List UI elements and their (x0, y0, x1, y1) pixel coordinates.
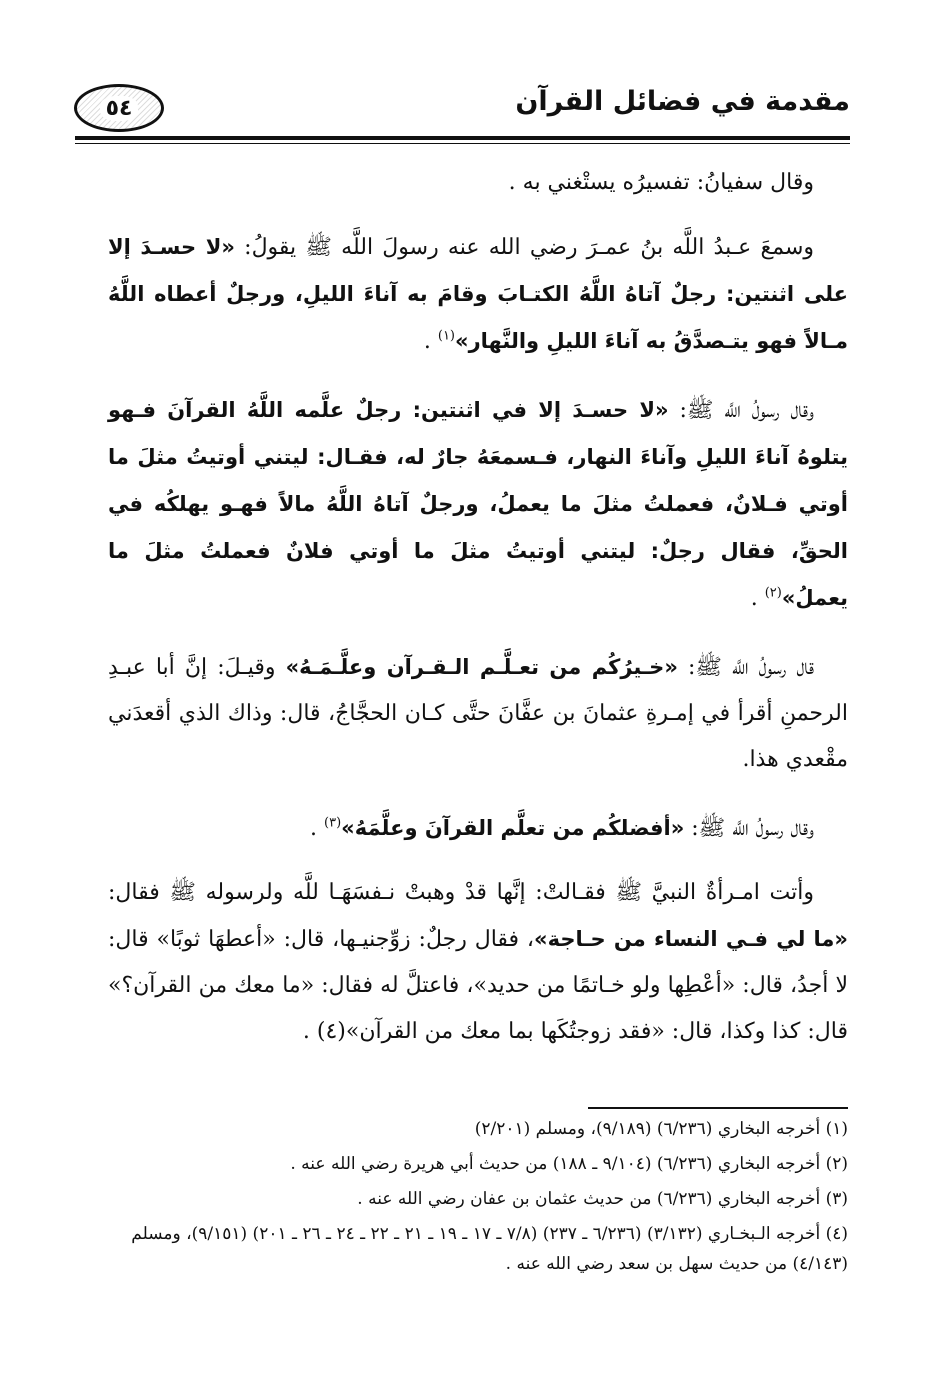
page-number-badge (74, 84, 164, 132)
hadith-quote: «ما لي فـي النساء من حـاجة» (534, 927, 849, 951)
footnote-ref: (٢) (764, 585, 782, 601)
hadith-quote: «لا حسـدَ إلا في اثنتين: رجلٌ علَّمه اللَّهُ القرآنَ فـهو يتلوهُ آناءَ الليلِ وآناءَ النهار، فـسمعَهُ جارٌ له، فقـال: ليتني أوتيتُ مثلَ ما أوتي فـلانٌ، فعملتُ مثلَ ما يعملُ، ورجلٌ آتاهُ اللَّهُ مالاً فهـو يهلكُه في الحقِّ، فقال رجلٌ: ليتني أوتيتُ مثلَ ما أوتي فلانٌ فعملتُ مثلَ ما يعملُ» (108, 398, 848, 610)
footnote: (٢) أخرجه البخاري (٦/٢٣٦) (٩/١٠٤ ـ ١٨٨) من حديث أبي هريرة رضي الله عنه . (290, 1154, 848, 1174)
header-rule-thin (75, 143, 850, 144)
paragraph: وقال رسولُ اللَّه ﷺ: «أفضلكُم من تعلَّم القرآنَ وعلَّمَهُ»$^{(٣)}$ . (310, 815, 814, 841)
footnote-divider (588, 1107, 848, 1109)
page-header (60, 76, 850, 136)
footnote: (١) أخرجه البخاري (٦/٢٣٦) (٩/١٨٩)، ومسلم (٢/٢٠١) (474, 1119, 848, 1139)
hadith-quote: «أفضلكُم من تعلَّم القرآنَ وعلَّمَهُ» (341, 816, 685, 840)
paragraph: وأتت امـرأةٌ النبيَّ ﷺ فقـالتْ: إنَّها قدْ وهبتْ نـفسَهَـا للَّه ولرسوله ﷺ فقال: «ما لي فـي النساء من حـاجة»، فقال رجلٌ: زوِّجنيـها، قال: «أعطهَا ثوبًا» قال: لا أجدُ، قال: «أعْطِها ولو خـاتمًا من حديد»، فاعتلَّ له فقال: «ما معك من القرآن؟» قال: كذا وكذا، قال: «فقد زوجتُكَها بما معك من القرآن»(٤) . (108, 880, 849, 1044)
footnotes (108, 1114, 848, 1284)
book-title: مقدمة في فضائل القرآن (515, 86, 850, 117)
paragraph: وقال رسولُ اللَّه ﷺ: «لا حسـدَ إلا في اثنتين: رجلٌ علَّمه اللَّهُ القرآنَ فـهو يتلوهُ آناءَ الليلِ وآناءَ النهار، فـسمعَهُ جارٌ له، فقـال: ليتني أوتيتُ مثلَ ما أوتي فـلانٌ، فعملتُ مثلَ ما يعملُ، ورجلٌ آتاهُ اللَّهُ مالاً فهـو يهلكُه في الحقِّ، فقال رجلٌ: ليتني أوتيتُ مثلَ ما أوتي فلانٌ فعملتُ مثلَ ما يعملُ»$^{(٢)}$ . (108, 398, 848, 611)
paragraph: وسمعَ عـبدُ اللَّه بنُ عمـرَ رضي الله عنه رسولَ اللَّه ﷺ يقولُ: «لا حسـدَ إلا على اثنتين: رجلٌ آتاهُ اللَّهُ الكتـابَ وقامَ به آناءَ الليلِ، ورجلٌ أعطاه اللَّهُ مـالاً فهو يتـصدَّقُ به آناءَ الليلِ والنَّهار»$^{(١)}$ . (108, 235, 848, 354)
paragraph: وقال سفيانُ: تفسيرُه يستْغني به . (508, 170, 814, 195)
paragraph: قال رسولُ اللَّه ﷺ: «خـيرُكُم من تعـلَّـم الـقـرآن وعلَّـمَـهُ» وقيـلَ: إنَّ أبا عبـدِ الرحمنِ أقرأ في إمـرةِ عثمانَ بن عفَّانَ حتَّى كـان الحجَّاجُ، قال: وذاك الذي أقعدَني مقْعدي هذا. (108, 655, 848, 772)
header-rule (75, 136, 850, 140)
main-text (108, 160, 848, 1077)
footnote: (٤) أخرجه الـبخـاري (٣/١٣٢) (٦/٢٣٦ ـ ٢٣٧) (٧/٨ ـ ١٧ ـ ١٩ ـ ٢١ ـ ٢٢ ـ ٢٤ ـ ٢٦ ـ ٢٠١) (٩/١٥١)، ومسلم (٤/١٤٣) من حديث سهل بن سعد رضي الله عنه . (131, 1224, 848, 1274)
hadith-quote: «خـيرُكُم من تعـلَّـم الـقـرآن وعلَّـمَـهُ» (285, 655, 678, 679)
hadith-quote: «لا حسـدَ إلا على اثنتين: رجلٌ آتاهُ اللَّهُ الكتـابَ وقامَ به آناءَ الليلِ، ورجلٌ أعطاه اللَّهُ مـالاً فهو يتـصدَّقُ به آناءَ الليلِ والنَّهار» (108, 235, 848, 353)
footnote-ref: (١) (437, 328, 455, 344)
footnote-ref: (٣) (324, 815, 342, 831)
footnote: (٣) أخرجه البخاري (٦/٢٣٦) من حديث عثمان بن عفان رضي الله عنه . (357, 1189, 848, 1209)
page-number: ٥٤ (100, 96, 139, 121)
